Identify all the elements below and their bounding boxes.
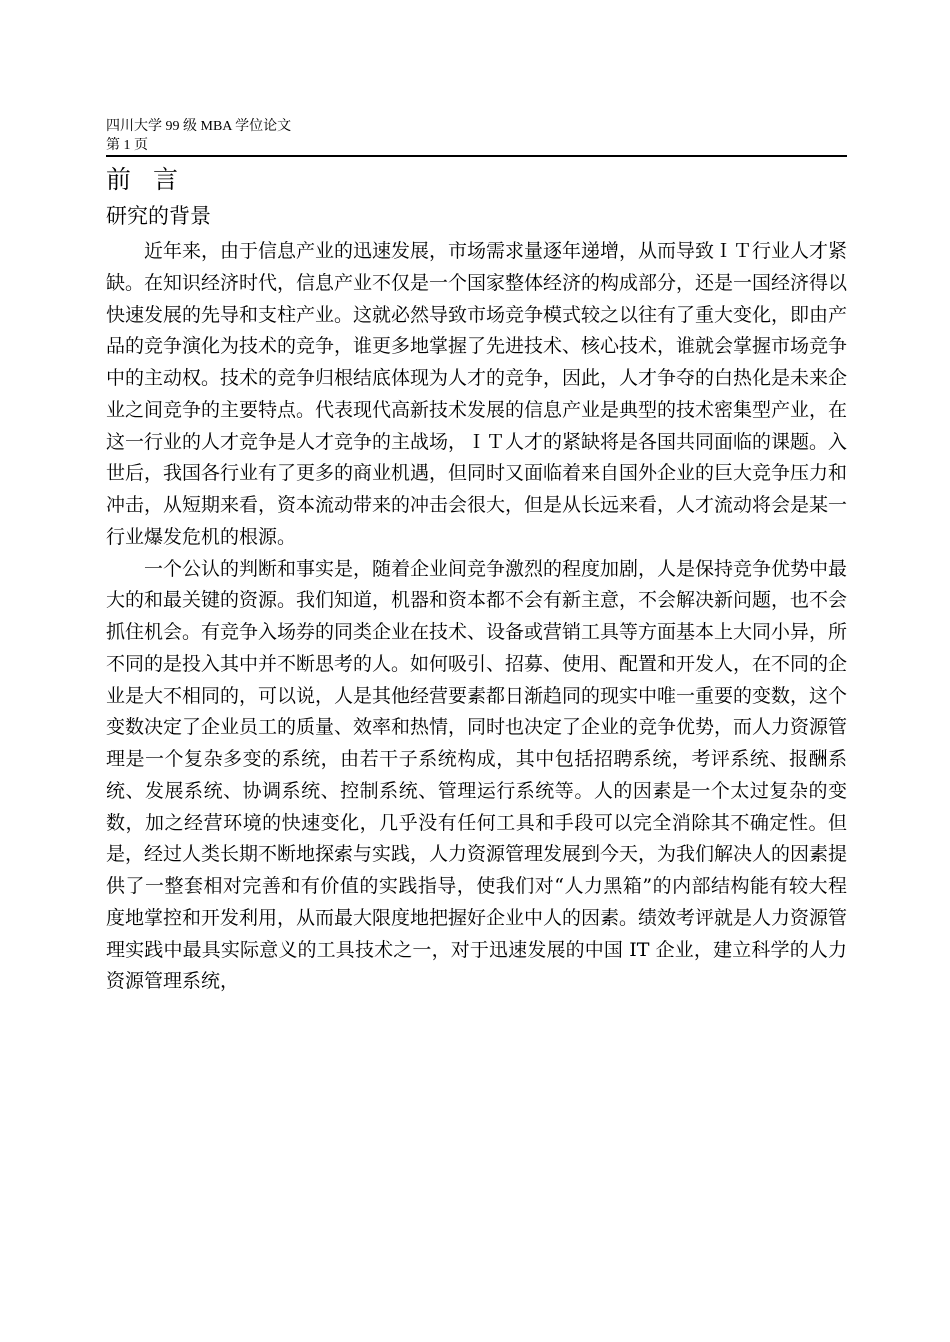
section-title: 前言 <box>106 165 201 194</box>
paragraph: 近年来，由于信息产业的迅速发展，市场需求量逐年递增，从而导致ＩＴ行业人才紧缺。在知识经济时代，信息产业不仅是一个国家整体经济的构成部分，还是一国经济得以快速发展的先导和支柱产业。这就必然导致市场竞争模式较之以往有了重大变化，即由产品的竞争演化为技术的竞争，谁更多地掌握了先进技术、核心技术，谁就会掌握市场竞争中的主动权。技术的竞争归根结底体现为人才的竞争，因此，人才争夺的白热化是未来企业之间竞争的主要特点。代表现代高新技术发展的信息产业是典型的技术密集型产业，在这一行业的人才竞争是人才竞争的主战场，ＩＴ人才的紧缺将是各国共同面临的课题。入世后，我国各行业有了更多的商业机遇，但同时又面临着来自国外企业的巨大竞争压力和冲击，从短期来看，资本流动带来的冲击会很大，但是从长远来看，人才流动将会是某一行业爆发危机的根源。 <box>106 240 848 548</box>
paragraph: 一个公认的判断和事实是，随着企业间竞争激烈的程度加剧，人是保持竞争优势中最大的和最关键的资源。我们知道，机器和资本都不会有新主意，不会解决新问题，也不会抓住机会。有竞争入场券的同类企业在技术、设备或营销工具等方面基本上大同小异，所不同的是投入其中并不断思考的人。如何吸引、招募、使用、配置和开发人，在不同的企业是大不相同的，可以说，人是其他经营要素都日渐趋同的现实中唯一重要的变数，这个变数决定了企业员工的质量、效率和热情，同时也决定了企业的竞争优势，而人力资源管理是一个复杂多变的系统，由若干子系统构成，其中包括招聘系统，考评系统、报酬系统、发展系统、协调系统、控制系统、管理运行系统等。人的因素是一个太过复杂的变数，加之经营环境的快速变化，几乎没有任何工具和手段可以完全消除其不确定性。但是，经过人类长期不断地探索与实践，人力资源管理发展到今天，为我们解决人的因素提供了一整套相对完善和有价值的实践指导，使我们对“人力黑箱”的内部结构能有较大程度地掌控和开发利用，从而最大限度地把握好企业中人的因素。绩效考评就是人力资源管理实践中最具实际意义的工具技术之一，对于迅速发展的中国 IT 企业，建立科学的人力资源管理系统， <box>106 557 848 993</box>
body-text <box>106 236 847 998</box>
section-subtitle: 研究的背景 <box>106 204 211 228</box>
thesis-header-line: 四川大学 99 级 MBA 学位论文 <box>106 119 292 134</box>
page-header <box>106 117 847 155</box>
header-divider <box>106 155 847 157</box>
page-number: 第 1 页 <box>106 138 148 153</box>
